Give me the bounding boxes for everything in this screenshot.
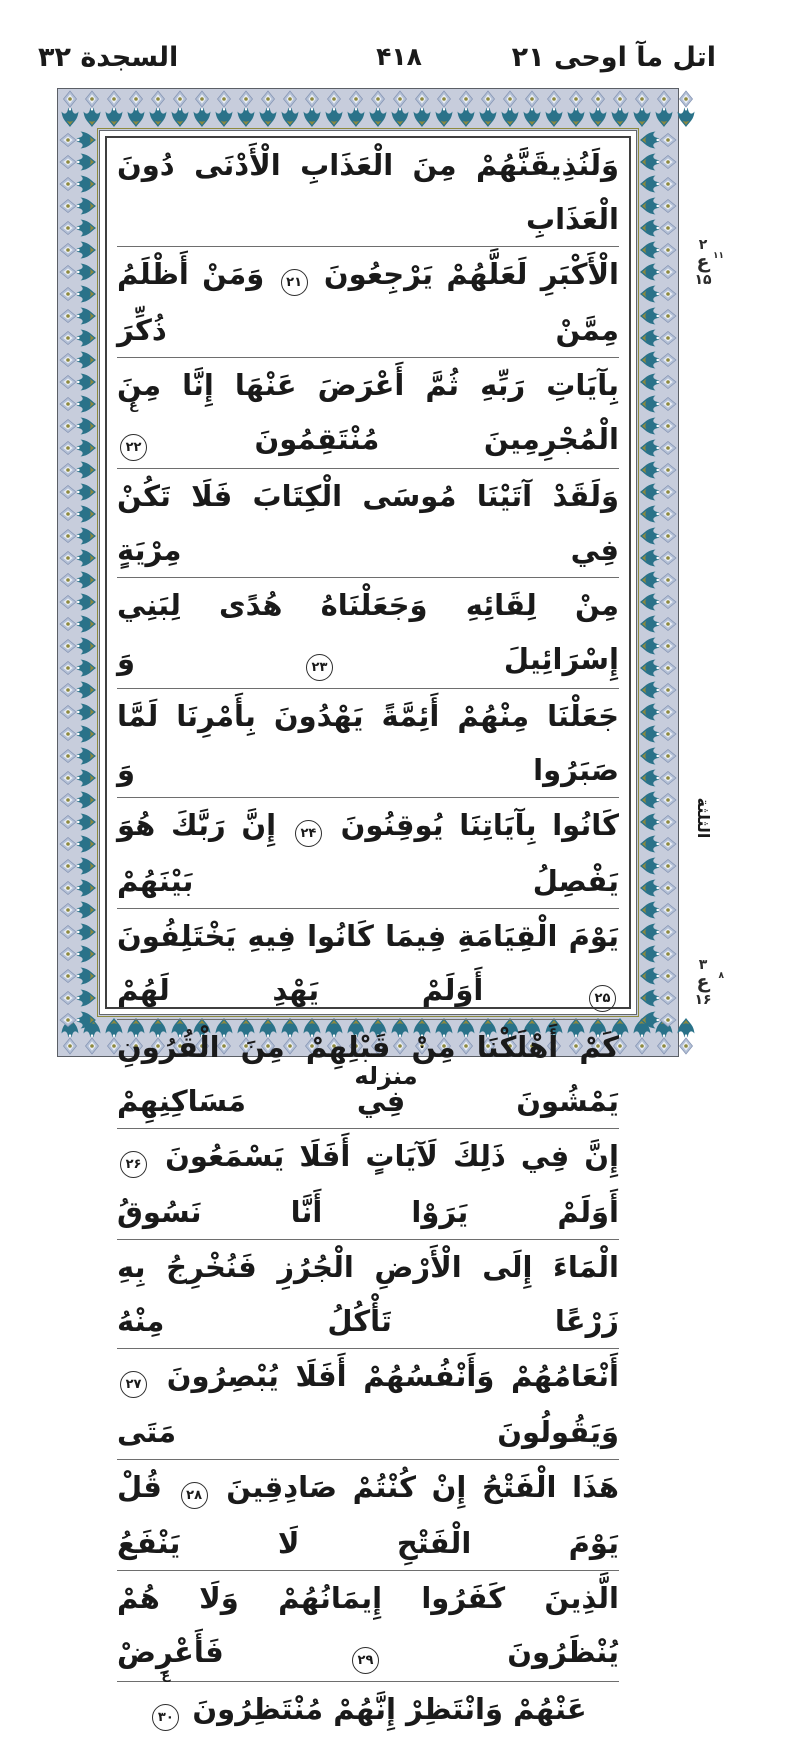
- quran-line: [117, 1571, 619, 1682]
- ayah-text: فَأَعْرِضْ: [117, 1635, 224, 1669]
- ayah-text: يَوْمَ الْقِيَامَةِ فِيمَا كَانُوا فِيهِ يَخْتَلِفُونَ: [117, 919, 619, 953]
- ayah-text: الَّذِينَ كَفَرُوا إِيمَانُهُمْ وَلَا هُمْ يُنْظَرُونَ: [117, 1581, 619, 1669]
- ayah-text: الْمَاءَ إِلَى الْأَرْضِ الْجُرُزِ فَنُخْرِجُ بِهِ زَرْعًا تَأْكُلُ مِنْهُ: [117, 1250, 619, 1338]
- manzil-marker: الثلثة: [694, 797, 714, 839]
- quran-line: [117, 247, 619, 358]
- ruku-marker-lower: [686, 957, 724, 1008]
- ornamental-border-right-icon: [637, 129, 677, 1016]
- ayah-text: إِنَّ فِي ذَلِكَ لَآيَاتٍ أَفَلَا يَسْمَعُونَ: [150, 1139, 619, 1173]
- surah-name-label: السجدة ٣٢: [38, 42, 179, 73]
- ayah-text: هَذَا الْفَتْحُ إِنْ كُنْتُمْ صَادِقِينَ: [210, 1470, 619, 1504]
- juz-name-label: اتل مآ اوحی ٢١: [511, 42, 716, 73]
- ayah-text: وَ: [117, 642, 136, 676]
- ruku-number-surah: ٢: [698, 237, 708, 253]
- ayah-text: عَنْهُمْ وَانْتَظِرْ إِنَّهُمْ مُنْتَظِرُونَ: [182, 1692, 587, 1726]
- ayah-text: أَوَلَمْ يَرَوْا أَنَّا نَسُوقُ: [117, 1195, 619, 1229]
- ayah-number-marker: ۲۱: [281, 249, 308, 303]
- ruku-end-ayn-icon: ع: [129, 398, 138, 413]
- ayah-number-marker: ۲۵: [589, 965, 616, 1019]
- ayah-number-marker: ۲۳: [306, 634, 333, 688]
- ornamental-border-left-icon: [59, 129, 99, 1016]
- ayah-number-marker: ۲۶: [120, 1131, 147, 1185]
- ruku-marker-upper: [686, 237, 724, 288]
- ayah-number-marker: ۲۸: [181, 1462, 208, 1516]
- quran-line: [117, 138, 619, 247]
- quran-line: [117, 1240, 619, 1349]
- ruku-ayah-count: ١١: [713, 250, 724, 261]
- quran-line: [117, 798, 619, 909]
- quran-line: [117, 358, 619, 469]
- quran-line: [117, 689, 619, 798]
- quran-line: [117, 909, 619, 1020]
- ruku-ayn-icon: ع ١١: [696, 250, 724, 273]
- quran-line: [117, 1020, 619, 1129]
- ayah-text: كَمْ أَهْلَكْنَا مِنْ قَبْلِهِمْ مِنَ الْقُرُونِ يَمْشُونَ فِي مَسَاكِنِهِمْ: [117, 1030, 619, 1118]
- quran-line: [117, 1668, 619, 1738]
- ruku-number-surah: ٣: [698, 957, 708, 973]
- ayah-number-marker: ۲۷: [120, 1351, 147, 1405]
- ayah-text: كَانُوا بِآيَاتِنَا يُوقِنُونَ: [324, 808, 619, 842]
- ayah-number-marker: ۳۰ ع: [152, 1684, 179, 1738]
- ayah-text: بِآيَاتِ رَبِّهِ ثُمَّ أَعْرَضَ عَنْهَا إِنَّا مِنَ الْمُجْرِمِينَ مُنْتَقِمُونَ: [117, 368, 619, 456]
- ruku-end-ayn-icon: ع: [161, 1668, 171, 1683]
- page-number: ۴١٨: [376, 42, 422, 71]
- ayah-text: مِنْ لِقَائِهِ وَجَعَلْنَاهُ هُدًى لِبَنِي إِسْرَائِيلَ: [117, 588, 619, 676]
- ruku-ayn-icon: ع ٨: [696, 970, 724, 993]
- ayah-text: أَنْعَامُهُمْ وَأَنْفُسُهُمْ أَفَلَا يُبْصِرُونَ: [150, 1359, 619, 1393]
- ornamental-border-top-icon: [59, 90, 677, 130]
- ayah-text: إِنَّ رَبَّكَ هُوَ يَفْصِلُ بَيْنَهُمْ: [117, 808, 619, 898]
- ruku-ayah-count: ٨: [718, 970, 724, 981]
- ayah-text: وَلَنُذِيقَنَّهُمْ مِنَ الْعَذَابِ الْأَدْنَى دُونَ الْعَذَابِ: [117, 148, 619, 236]
- ruku-number-juz: ١۶: [694, 991, 712, 1008]
- ayah-number-marker: ۲۹: [352, 1627, 379, 1681]
- ayah-text: وَلَقَدْ آتَيْنَا مُوسَى الْكِتَابَ فَلَا تَكُنْ فِي مِرْيَةٍ: [117, 479, 619, 567]
- ayah-text: الْأَكْبَرِ لَعَلَّهُمْ يَرْجِعُونَ: [310, 257, 619, 291]
- catchword: منزله: [354, 1062, 418, 1090]
- ayah-text: جَعَلْنَا مِنْهُمْ أَئِمَّةً يَهْدُونَ بِأَمْرِنَا لَمَّا صَبَرُوا وَ: [117, 699, 619, 787]
- ruku-number-juz: ١۵: [694, 271, 712, 288]
- quran-line: [117, 1129, 619, 1240]
- ayah-number-marker: ۲۲ ع: [120, 414, 147, 468]
- ayah-text: قُلْ يَوْمَ الْفَتْحِ لَا يَنْفَعُ: [117, 1470, 619, 1560]
- ayah-number-marker: ۲۴: [295, 800, 322, 854]
- quran-line: [117, 469, 619, 578]
- quran-line: [117, 1460, 619, 1571]
- ayah-text: وَمَنْ أَظْلَمُ مِمَّنْ ذُكِّرَ: [117, 257, 619, 347]
- ayah-text: أَوَلَمْ يَهْدِ لَهُمْ: [117, 973, 484, 1007]
- quran-line: [117, 1349, 619, 1460]
- quran-line: [117, 578, 619, 689]
- ayah-text: وَيَقُولُونَ مَتَى: [117, 1415, 619, 1449]
